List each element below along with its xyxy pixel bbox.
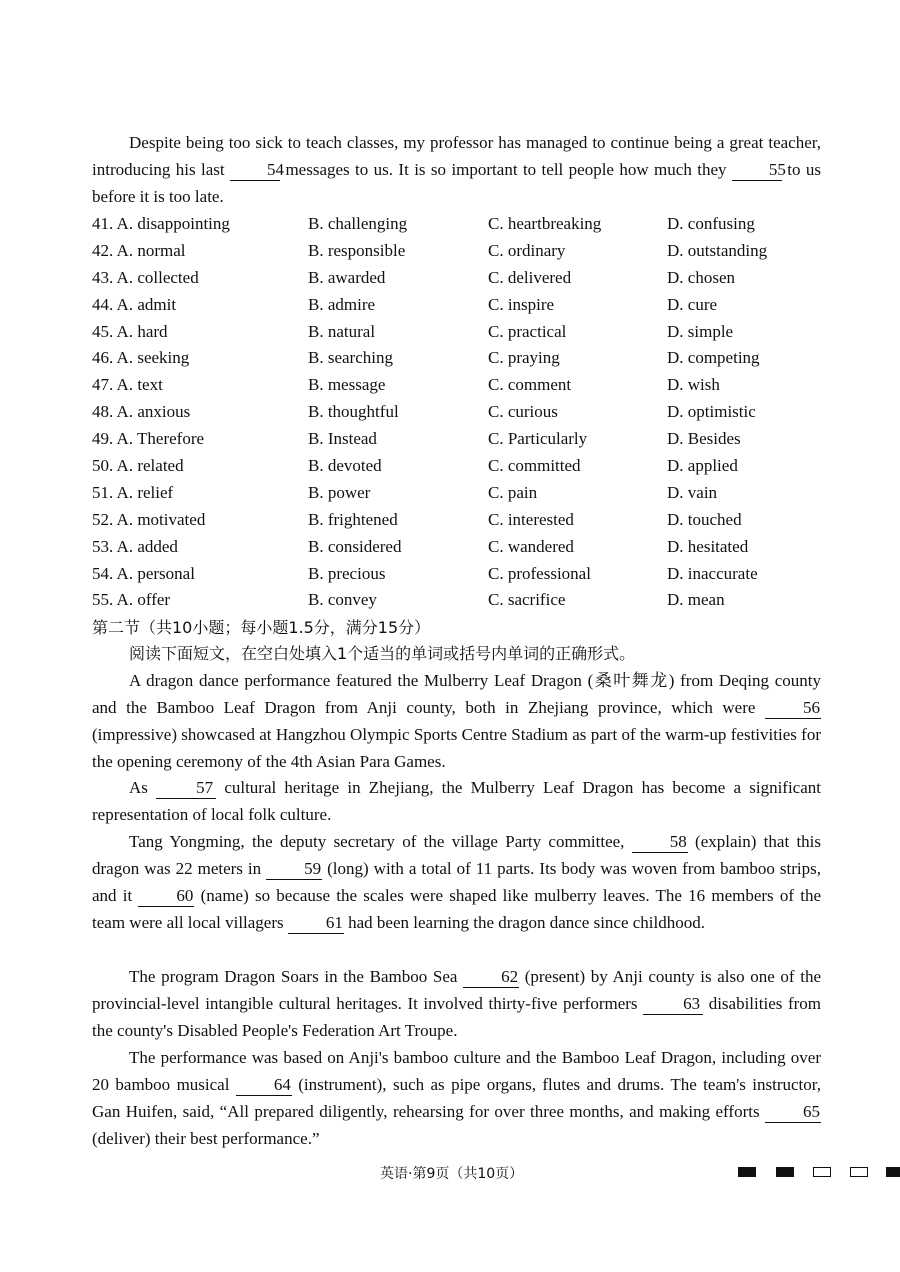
option-d: D. touched — [667, 509, 742, 529]
option-d: D. vain — [667, 482, 718, 502]
blank-60: 60 — [138, 886, 194, 907]
empty-mark — [850, 1167, 868, 1177]
option-c: C. Particularly — [488, 429, 588, 449]
blank-61: 61 — [288, 913, 344, 934]
option-b: B. awarded — [308, 267, 386, 287]
filled-mark — [886, 1167, 900, 1177]
option-b: B. thoughtful — [308, 402, 399, 422]
blank-65: 65 — [765, 1102, 821, 1123]
option-a: 43. A. collected — [92, 267, 199, 287]
paragraph-2: As 57 cultural heritage in Zhejiang, the Mulberry Leaf Dragon has become a significant representation of local folk culture. — [92, 778, 822, 824]
option-a: 45. A. hard — [92, 321, 168, 341]
paragraph-4: The program Dragon Soars in the Bamboo Sea 62 (present) by Anji county is also one of the provincial-level intangible cultural heritages. It involved thirty-five performers 63 disabilities from the county's Disabled People's Federation Art Troupe. — [92, 967, 821, 1040]
option-c: C. practical — [488, 321, 567, 341]
option-d: D. cure — [667, 294, 718, 314]
option-a: 53. A. added — [92, 536, 178, 556]
option-b: B. searching — [308, 348, 393, 368]
option-b: B. message — [308, 375, 386, 395]
option-a: 48. A. anxious — [92, 402, 191, 422]
option-d: D. confusing — [667, 214, 755, 233]
option-b: B. challenging — [308, 214, 408, 233]
paragraph-1: A dragon dance performance featured the Mulberry Leaf Dragon (桑叶舞龙) from Deqing county and the Bamboo Leaf Dragon from Anji county, both in Zhejiang province, which were 56 (impressive) showcased at Hangzhou Olympic Sports Centre Stadium as part of the warm-up festivities for the opening ceremony of the 4th Asian Para Games. — [92, 671, 821, 771]
option-c: C. professional — [488, 563, 591, 583]
paragraph-3: Tang Yongming, the deputy secretary of the village Party committee, 58 (explain) that this dragon was 22 meters in 59 (long) with a total of 11 parts. Its body was woven from bamboo strips, and it 60 (name) so because the scales were shaped like mulberry leaves. The 16 members of the team were all local villagers 61 had been learning the dragon dance since childhood. — [92, 832, 822, 932]
option-c: C. wandered — [488, 536, 574, 556]
option-b: B. convey — [308, 590, 377, 610]
option-b: B. precious — [308, 563, 386, 583]
instruction: 阅读下面短文，在空白处填入1个适当的单词或括号内单词的正确形式。 — [129, 644, 636, 663]
option-d: D. hesitated — [667, 536, 749, 556]
option-a: 55. A. offer — [92, 590, 171, 610]
blank-55: 55 — [732, 160, 782, 181]
option-c: C. heartbreaking — [488, 214, 602, 233]
option-a: 42. A. normal — [92, 240, 186, 260]
option-b: B. admire — [308, 294, 376, 314]
option-a: 52. A. motivated — [92, 509, 206, 529]
option-b: B. considered — [308, 536, 402, 556]
blank-54: 54 — [230, 160, 280, 181]
page-footer: 英语·第9页（共10页） — [380, 1166, 524, 1182]
option-d: D. optimistic — [667, 402, 756, 422]
option-b: B. power — [308, 482, 371, 502]
option-c: C. praying — [488, 348, 560, 368]
option-a: 46. A. seeking — [92, 348, 190, 368]
option-c: C. inspire — [488, 294, 555, 314]
blank-64: 64 — [236, 1075, 292, 1096]
registration-marks — [738, 1167, 900, 1181]
blank-56: 56 — [765, 698, 821, 719]
option-a: 50. A. related — [92, 456, 184, 476]
intro-paragraph: Despite being too sick to teach classes, my professor has managed to continue being a great teacher, introducing his last 54 messages to us. It is so important to tell people how much they 55 to us before it is too late. — [92, 133, 822, 206]
option-c: C. ordinary — [488, 240, 566, 260]
option-c: C. interested — [488, 509, 574, 529]
option-c: C. delivered — [488, 267, 572, 287]
blank-58: 58 — [632, 832, 688, 853]
blank-62: 62 — [463, 967, 519, 988]
paragraph-5: The performance was based on Anji's bamboo culture and the Bamboo Leaf Dragon, including over 20 bamboo musical 64 (instrument), such as pipe organs, flutes and drums. The team's instructor, Gan Huifen, said, “All prepared diligently, rehearsing for over three months, and making efforts 65 (deliver) their best performance.” — [92, 1048, 822, 1148]
option-d: D. chosen — [667, 267, 735, 287]
option-b: B. frightened — [308, 509, 398, 529]
option-d: D. wish — [667, 375, 720, 395]
option-c: C. pain — [488, 482, 538, 502]
option-c: C. committed — [488, 456, 581, 476]
filled-mark — [738, 1167, 756, 1177]
blank-57: 57 — [156, 778, 216, 799]
option-c: C. sacrifice — [488, 590, 566, 610]
option-d: D. Besides — [667, 429, 741, 449]
option-a: 54. A. personal — [92, 563, 195, 583]
option-a: 51. A. relief — [92, 482, 174, 502]
option-c: C. curious — [488, 402, 558, 422]
blank-63: 63 — [643, 994, 703, 1015]
empty-mark — [813, 1167, 831, 1177]
option-d: D. applied — [667, 456, 738, 476]
option-a: 44. A. admit — [92, 294, 177, 314]
option-d: D. simple — [667, 321, 734, 341]
option-d: D. outstanding — [667, 240, 768, 260]
option-d: D. competing — [667, 348, 760, 368]
option-d: D. inaccurate — [667, 563, 758, 583]
section-title: 第二节（共10小题；每小题1.5分，满分15分） — [92, 618, 431, 637]
option-a: 49. A. Therefore — [92, 429, 205, 449]
option-a: 47. A. text — [92, 375, 163, 395]
option-b: B. devoted — [308, 456, 382, 476]
option-b: B. Instead — [308, 429, 377, 449]
filled-mark — [776, 1167, 794, 1177]
option-a: 41. A. disappointing — [92, 214, 230, 233]
option-b: B. natural — [308, 321, 376, 341]
option-d: D. mean — [667, 590, 725, 610]
option-c: C. comment — [488, 375, 572, 395]
option-b: B. responsible — [308, 240, 406, 260]
blank-59: 59 — [266, 859, 322, 880]
